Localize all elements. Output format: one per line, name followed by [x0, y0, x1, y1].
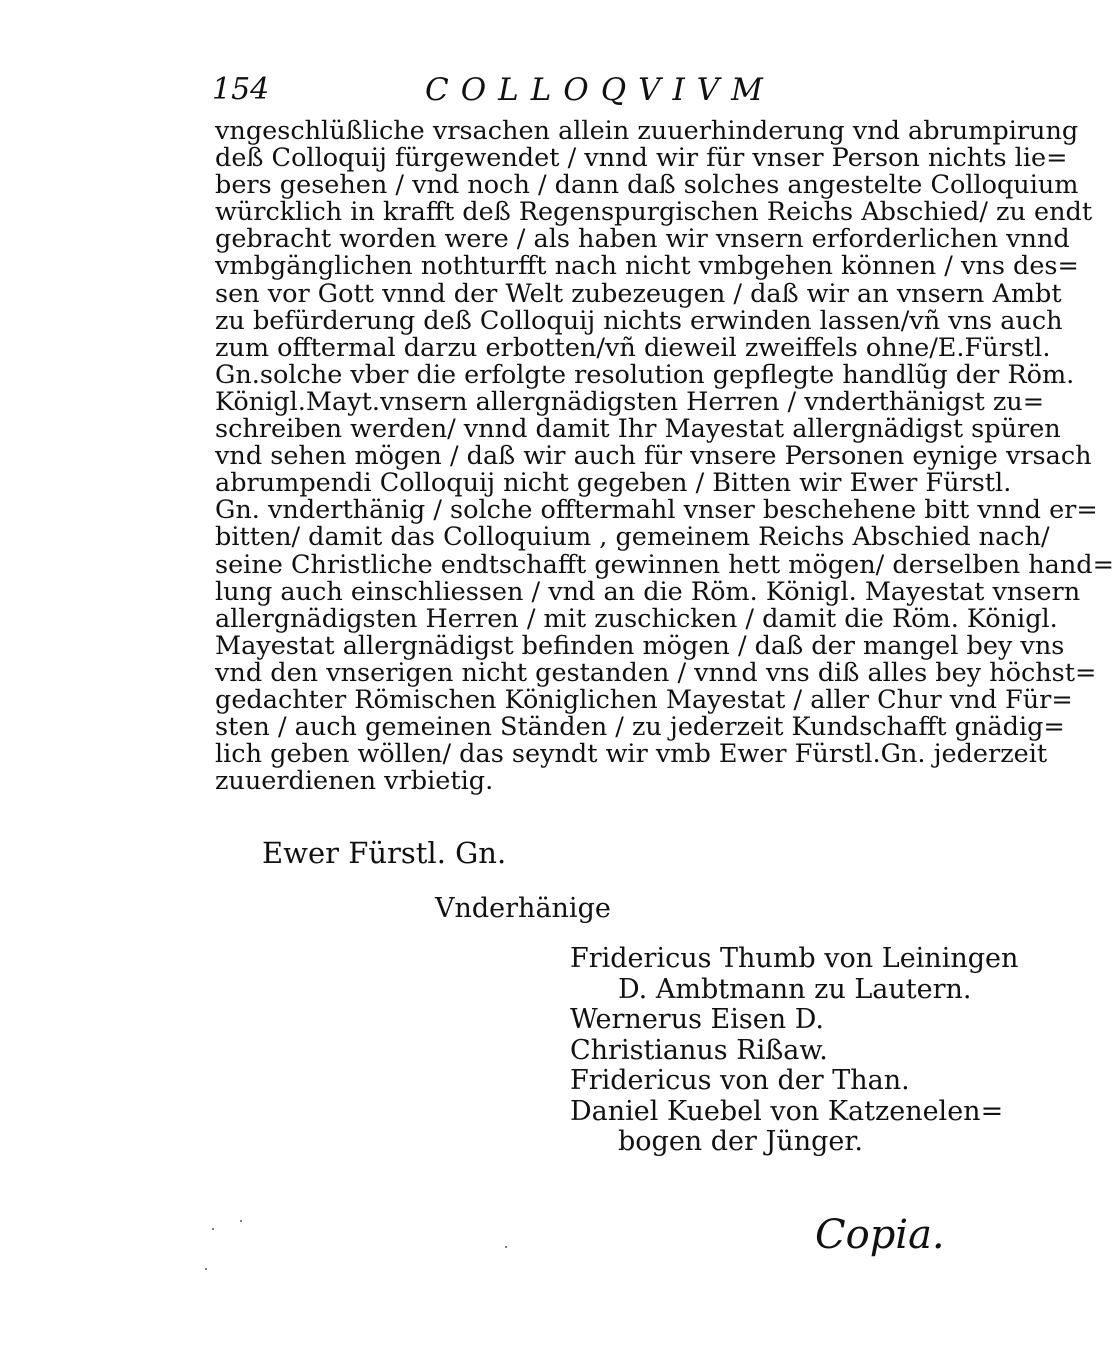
text-line: Gn. vnderthänig / solche offtermahl vnser beschehene bitt vnnd er= [215, 495, 1098, 526]
text-line: vngeschlüßliche vrsachen allein zuuerhinderung vnd abrumpirung [215, 116, 1079, 146]
page-number: 154 [212, 72, 270, 107]
signature-line: bogen der Jünger. [618, 1126, 863, 1157]
signature-line: Wernerus Eisen D. [570, 1004, 824, 1035]
text-line: vnd den vnserigen nicht gestanden / vnnd vns diß alles bey höchst= [215, 657, 1097, 688]
text-line: gebracht worden were / als haben wir vnsern erforderlichen vnnd [215, 224, 1070, 255]
text-line: vmbgänglichen nothturfft nach nicht vmbgehen können / vns des= [215, 251, 1079, 282]
text-line: bitten/ damit das Colloquium , gemeinem Reichs Abschied nach/ [215, 522, 1050, 553]
text-line: Gn.solche vber die erfolgte resolution gepflegte handlũg der Röm. [215, 359, 1075, 390]
text-line: allergnädigsten Herren / mit zuschicken / damit die Röm. Königl. [215, 603, 1058, 634]
text-line: sen vor Gott vnnd der Welt zubezeugen / daß wir an vnsern Ambt [215, 278, 1062, 309]
text-line: lung auch einschliessen / vnd an die Röm. Königl. Mayestat vnsern [215, 576, 1081, 607]
text-line: zum offtermal darzu erbotten/vñ dieweil zweiffels ohne/E.Fürstl. [215, 332, 1051, 363]
body-text [215, 116, 1114, 797]
text-line: Mayestat allergnädigst befinden mögen / daß der mangel bey vns [215, 630, 1065, 661]
signature-block [570, 943, 1019, 1158]
signature-line: Fridericus von der Than. [570, 1065, 910, 1096]
signature-line: Fridericus Thumb von Leiningen [570, 943, 1019, 974]
text-line: zu befürderung deß Colloquij nichts erwinden lassen/vñ vns auch [215, 305, 1063, 336]
signature-line: Daniel Kuebel von Katzenelen= [570, 1095, 1004, 1127]
ink-speck [205, 1268, 207, 1270]
text-line: gedachter Römischen Königlichen Mayestat / aller Chur vnd Für= [215, 684, 1073, 715]
text-line: abrumpendi Colloquij nicht gegeben / Bitten wir Ewer Fürstl. [215, 468, 1012, 499]
text-line: schreiben werden/ vnnd damit Ihr Mayestat allergnädigst spüren [215, 414, 1061, 445]
text-line: deß Colloquij fürgewendet / vnnd wir für vnser Person nichts lie= [215, 143, 1068, 174]
text-line: sten / auch gemeinen Ständen / zu jederzeit Kundschafft gnädig= [215, 712, 1065, 743]
text-line: lich geben wöllen/ das seyndt wir vmb Ewer Fürstl.Gn. jederzeit [215, 739, 1048, 770]
running-head: COLLOQVIVM [425, 72, 775, 108]
text-line: vnd sehen mögen / daß wir auch für vnsere Personen eynige vrsach [215, 441, 1092, 472]
text-line: würcklich in krafft deß Regenspurgischen Reichs Abschied/ zu endt [215, 197, 1093, 228]
signature-line: Christianus Rißaw. [570, 1034, 828, 1066]
signature-line: D. Ambtmann zu Lautern. [618, 973, 972, 1005]
ink-speck [505, 1246, 507, 1248]
text-line: Königl.Mayt.vnsern allergnädigsten Herren / vnderthänigst zu= [215, 386, 1045, 417]
text-line: seine Christliche endtschafft gewinnen hett mögen/ derselben hand= [215, 549, 1114, 580]
text-line: zuuerdienen vrbietig. [215, 766, 494, 797]
ink-speck [212, 1228, 214, 1230]
catchword: Copia. [815, 1212, 945, 1258]
salutation: Ewer Fürstl. Gn. [262, 836, 507, 870]
ink-speck [240, 1220, 242, 1222]
text-line: bers gesehen / vnd noch / dann daß solches angestelte Colloquium [215, 170, 1079, 201]
subscription: Vnderhänige [435, 893, 611, 924]
